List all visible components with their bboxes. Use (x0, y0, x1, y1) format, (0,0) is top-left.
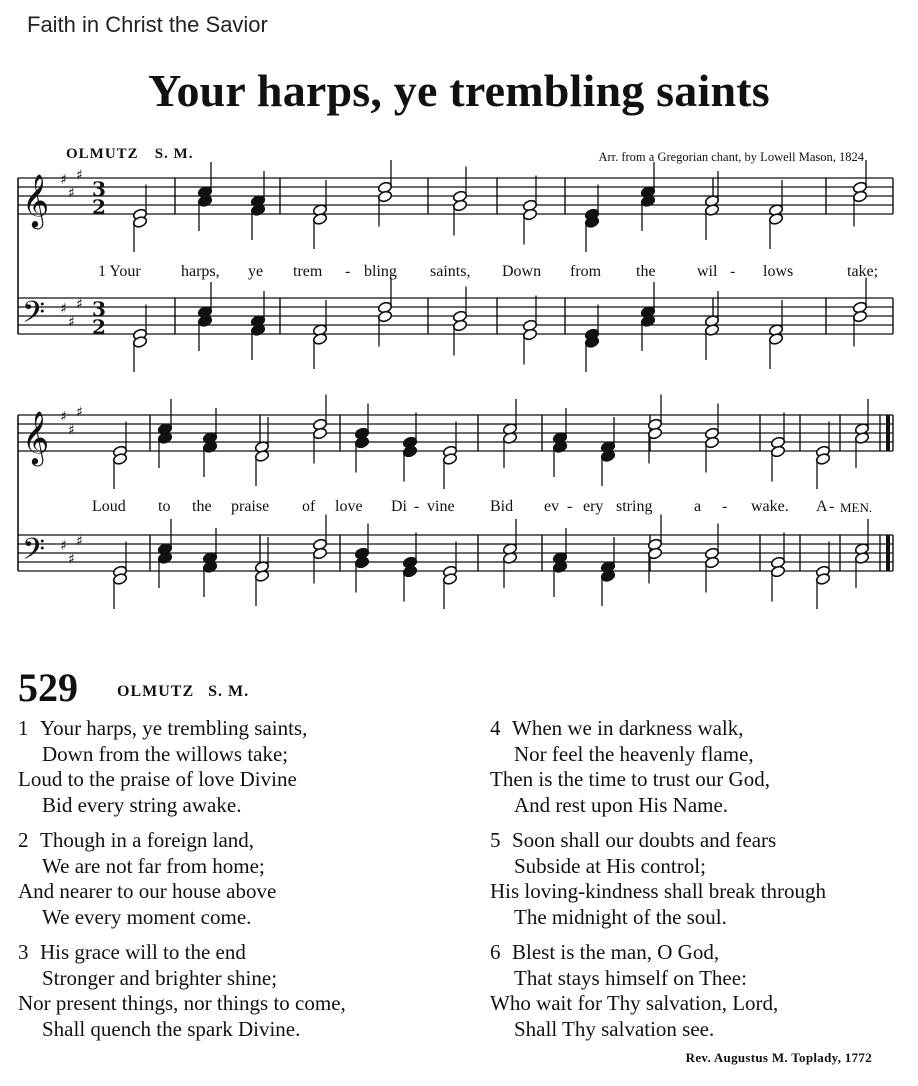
verse-line-text: When we in darkness walk, (512, 716, 744, 740)
lyric-syllable: wil (697, 263, 718, 280)
lyric-hyphen: - (730, 263, 736, 280)
hymn-number: 529 (18, 665, 78, 710)
lyric-syllable: vine (427, 498, 455, 515)
verse-line: And rest upon His Name. (514, 792, 729, 817)
category-heading: Faith in Christ the Savior (27, 12, 268, 37)
verse-line: And nearer to our house above (18, 879, 277, 903)
stanza-number: 2 (18, 828, 29, 852)
verse-line (490, 940, 826, 966)
verse-line: The midnight of the soul. (514, 904, 727, 929)
sharp-icon: ♯ (60, 301, 67, 317)
stanza-number: 6 (490, 940, 501, 964)
verse-line (18, 828, 346, 854)
hymn-tune-label (117, 683, 249, 701)
sharp-icon: ♯ (76, 296, 83, 313)
lyric-hyphen: - (414, 498, 420, 515)
verse-line: Bid every string awake. (42, 792, 242, 817)
lyric-syllable: the (192, 498, 212, 515)
tune-name: OLMUTZ (66, 146, 139, 162)
sharp-icon: ♯ (60, 172, 67, 188)
verse-line: Loud to the praise of love Divine (18, 767, 297, 791)
verse-line (18, 940, 346, 966)
lyric-syllable: 1 Your (98, 263, 141, 280)
lyric-hyphen: - (722, 498, 728, 515)
sharp-icon: ♯ (68, 314, 75, 331)
treble-clef-icon: 𝄞 (22, 410, 50, 464)
lyric-syllable: praise (231, 498, 270, 515)
lyric-hyphen: - (567, 498, 573, 515)
verse-line: We every moment come. (42, 904, 252, 929)
lyric-syllable: saints, (430, 263, 471, 280)
lyric-hyphen: - (345, 263, 351, 280)
verse-line: Stronger and brighter shine; (42, 965, 278, 990)
verse-line-text: Soon shall our doubts and fears (512, 828, 777, 852)
lyric-syllable: Loud (92, 498, 126, 515)
tune-meter: S. M. (154, 146, 194, 162)
author-credit: Rev. Augustus M. Toplady, 1772 (685, 1050, 872, 1065)
verse-line-text: His grace will to the end (40, 940, 246, 964)
lyric-syllable: Bid (490, 498, 514, 515)
lyric-syllable: lows (763, 263, 794, 280)
lyric-syllable: of (302, 498, 316, 515)
verse-line: Nor present things, nor things to come, (18, 991, 346, 1015)
music-score (0, 160, 918, 630)
stanza (18, 716, 346, 818)
stanza (18, 828, 346, 930)
stanza-number: 1 (18, 716, 29, 740)
sharp-icon: ♯ (60, 409, 67, 425)
stanza (490, 828, 826, 930)
stanza-number: 3 (18, 940, 29, 964)
lyric-syllable: take; (847, 263, 879, 280)
time-signature-bottom: 2 (92, 195, 106, 219)
hymn-tune-meter: S. M. (208, 683, 250, 700)
score-notation (18, 160, 893, 609)
lyric-syllable: a (694, 498, 702, 515)
sharp-icon: ♯ (76, 404, 83, 421)
lyric-syllable: from (570, 263, 602, 280)
verse-column-left (18, 716, 346, 1052)
verse-line: Shall Thy salvation see. (514, 1016, 715, 1041)
lyric-syllable: ery (583, 498, 604, 515)
verse-column-right (490, 716, 826, 1052)
verse-line: Then is the time to trust our God, (490, 767, 770, 791)
sharp-icon: ♯ (68, 185, 75, 202)
lyric-syllable: A (816, 498, 828, 515)
bass-clef-icon: 𝄢 (22, 533, 46, 574)
lyric-syllable: string (616, 498, 653, 515)
verse-line: His loving-kindness shall break through (490, 879, 826, 903)
verse-line: Nor feel the heavenly flame, (514, 741, 754, 766)
treble-clef-icon: 𝄞 (22, 173, 50, 227)
lyric-hyphen: - (829, 498, 835, 515)
hymn-title: Your harps, ye trembling saints (148, 65, 770, 116)
lyric-syllable: love (335, 498, 363, 515)
sharp-icon: ♯ (76, 533, 83, 550)
lyric-syllable: Down (502, 263, 542, 280)
bass-clef-icon: 𝄢 (22, 296, 46, 337)
verse-line-text: Blest is the man, O God, (512, 940, 720, 964)
verse-line (18, 716, 346, 742)
verse-line: That stays himself on Thee: (514, 965, 747, 990)
lyric-syllable: to (158, 498, 171, 515)
lyric-syllable: the (636, 263, 656, 280)
verse-line: Who wait for Thy salvation, Lord, (490, 991, 779, 1015)
lyric-syllable: Di (391, 498, 407, 515)
time-signature-bottom: 2 (92, 315, 106, 339)
lyric-syllable: wake. (751, 498, 789, 515)
verse-line-text: Though in a foreign land, (40, 828, 255, 852)
lyric-syllable: MEN. (840, 500, 873, 515)
sharp-icon: ♯ (76, 167, 83, 184)
stanza-number: 4 (490, 716, 501, 740)
time-signature-top: 3 (92, 297, 106, 321)
verse-line: Subside at His control; (514, 853, 706, 878)
verse-line (490, 828, 826, 854)
time-signature-top: 3 (92, 177, 106, 201)
sharp-icon: ♯ (60, 538, 67, 554)
lyric-syllable: ev (544, 498, 560, 515)
lyric-syllable: harps, (181, 263, 220, 280)
stanza-number: 5 (490, 828, 501, 852)
composer-credit: Arr. from a Gregorian chant, by Lowell Mason, 1824 (598, 150, 864, 164)
sharp-icon: ♯ (68, 422, 75, 439)
lyric-syllable: trem (293, 263, 323, 280)
stanza (18, 940, 346, 1042)
sharp-icon: ♯ (68, 551, 75, 568)
stanza (490, 716, 826, 818)
verse-line: We are not far from home; (42, 853, 265, 878)
hymn-tune-name: OLMUTZ (117, 683, 195, 700)
stanza (490, 940, 826, 1042)
verse-line: Shall quench the spark Divine. (42, 1016, 301, 1041)
verse-line-text: Your harps, ye trembling saints, (40, 716, 308, 740)
verse-line: Down from the willows take; (42, 741, 289, 766)
lyric-syllable: ye (248, 263, 264, 280)
lyric-syllable: bling (364, 263, 397, 280)
verse-line (490, 716, 826, 742)
